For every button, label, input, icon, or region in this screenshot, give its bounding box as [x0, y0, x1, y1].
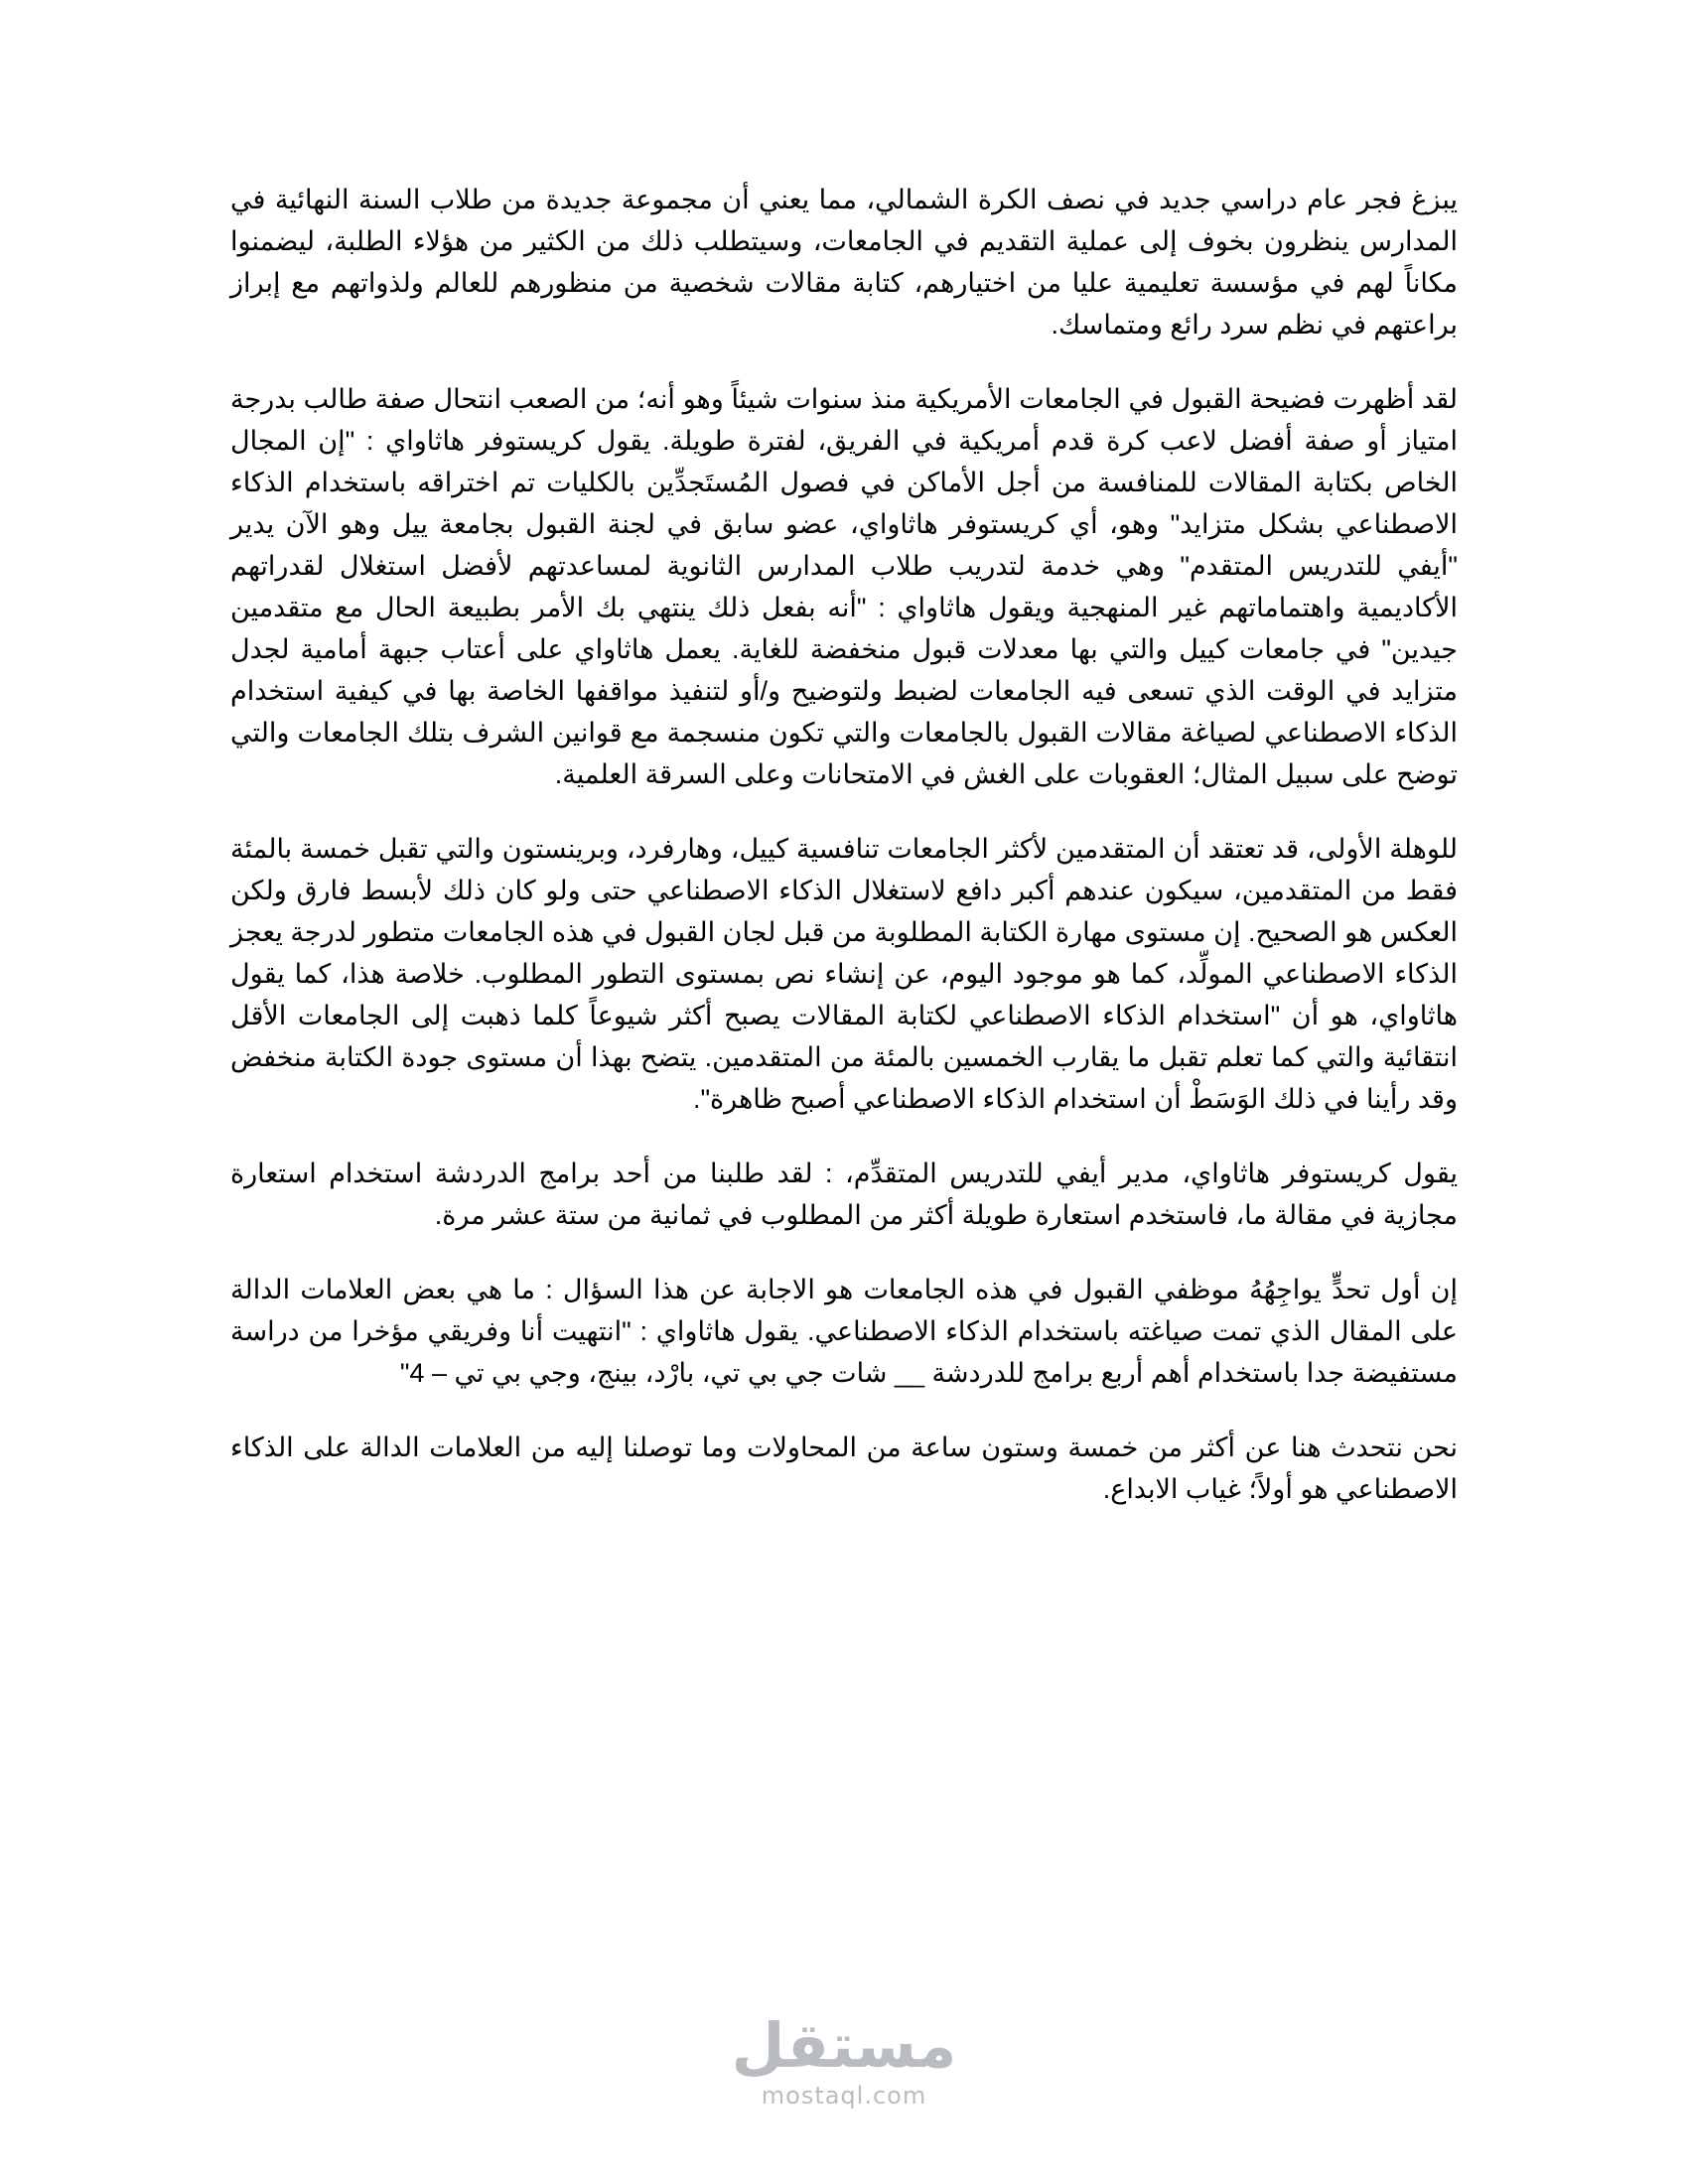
paragraph-5: إن أول تحدٍّ يواجِهُهُ موظفي القبول في هذه الجامعات هو الاجابة عن هذا السؤال : ما هي بعض العلامات الدالة على المقال الذي تمت صياغته باستخدام الذكاء الاصطناعي. يقول هاثاواي : "انتهيت أنا وفريقي مؤخرا من دراسة مستفيضة جدا باستخدام أهم أربع برامج للدردشة __ شات جي بي تي، بارْد، بينج، وجي بي تي – 4" [230, 1275, 1458, 1388]
paragraph-4: يقول كريستوفر هاثاواي، مدير أيفي للتدريس المتقدِّم، : لقد طلبنا من أحد برامج الدردشة استخدام استعارة مجازية في مقالة ما، فاستخدم استعارة طويلة أكثر من المطلوب في ثمانية من ستة عشر مرة. [230, 1159, 1458, 1230]
mostaql-watermark [725, 2010, 963, 2129]
watermark-logo: مستقل [731, 2009, 957, 2082]
paragraph-1: يبزغ فجر عام دراسي جديد في نصف الكرة الشمالي، مما يعني أن مجموعة جديدة من طلاب السنة النهائية في المدارس ينظرون بخوف إلى عملية التقديم في الجامعات، وسيتطلب ذلك من الكثير من هؤلاء الطلبة، ليضمنوا مكاناً لهم في مؤسسة تعليمية عليا من اختيارهم، كتابة مقالات شخصية من منظورهم للعالم ولذواتهم مع إبراز براعتهم في نظم سرد رائع ومتماسك. [230, 185, 1458, 340]
watermark-url: mostaql.com [761, 2082, 927, 2110]
paragraph-6: نحن نتحدث هنا عن أكثر من خمسة وستون ساعة من المحاولات وما توصلنا إليه من العلامات الدالة على الذكاء الاصطناعي هو أولاً؛ غياب الابداع. [230, 1433, 1458, 1504]
paragraph-2: لقد أظهرت فضيحة القبول في الجامعات الأمريكية منذ سنوات شيئاً وهو أنه؛ من الصعب انتحال صفة طالب بدرجة امتياز أو صفة أفضل لاعب كرة قدم أمريكية في الفريق، لفترة طويلة. يقول كريستوفر هاثاواي : "إن المجال الخاص بكتابة المقالات للمنافسة من أجل الأماكن في فصول المُستَجدِّين بالكليات تم اختراقه باستخدام الذكاء الاصطناعي بشكل متزايد" وهو، أي كريستوفر هاثاواي، عضو سابق في لجنة القبول بجامعة ييل وهو الآن يدير "أيفي للتدريس المتقدم" وهي خدمة لتدريب طلاب المدارس الثانوية لمساعدتهم لأفضل استغلال لقدراتهم الأكاديمية واهتماماتهم غير المنهجية ويقول هاثاواي : "أنه بفعل ذلك ينتهي بك الأمر بطبيعة الحال مع متقدمين جيدين" في جامعات كييل والتي بها معدلات قبول منخفضة للغاية. يعمل هاثاواي على أعتاب جبهة أمامية لجدل متزايد في الوقت الذي تسعى فيه الجامعات لضبط ولتوضيح و/أو لتنفيذ مواقفها الخاصة بها في كيفية استخدام الذكاء الاصطناعي لصياغة مقالات القبول بالجامعات والتي تكون منسجمة مع قوانين الشرف بتلك الجامعات والتي توضح على سبيل المثال؛ العقوبات على الغش في الامتحانات وعلى السرقة العلمية. [230, 384, 1458, 789]
paragraph-3: للوهلة الأولى، قد تعتقد أن المتقدمين لأكثر الجامعات تنافسية كييل، وهارفرد، وبرينستون والتي تقبل خمسة بالمئة فقط من المتقدمين، سيكون عندهم أكبر دافع لاستغلال الذكاء الاصطناعي حتى ولو كان ذلك لأبسط فارق ولكن العكس هو الصحيح. إن مستوى مهارة الكتابة المطلوبة من قبل لجان القبول في هذه الجامعات متطور لدرجة يعجز الذكاء الاصطناعي المولِّد، كما هو موجود اليوم، عن إنشاء نص بمستوى التطور المطلوب. خلاصة هذا، كما يقول هاثاواي، هو أن "استخدام الذكاء الاصطناعي لكتابة المقالات يصبح أكثر شيوعاً كلما ذهبت إلى الجامعات الأقل انتقائية والتي كما تعلم تقبل ما يقارب الخمسين بالمئة من المتقدمين. يتضح بهذا أن مستوى جودة الكتابة منخفض وقد رأينا في ذلك الوَسَطْ أن استخدام الذكاء الاصطناعي أصبح ظاهرة". [230, 834, 1458, 1114]
article-body [230, 179, 1458, 1543]
